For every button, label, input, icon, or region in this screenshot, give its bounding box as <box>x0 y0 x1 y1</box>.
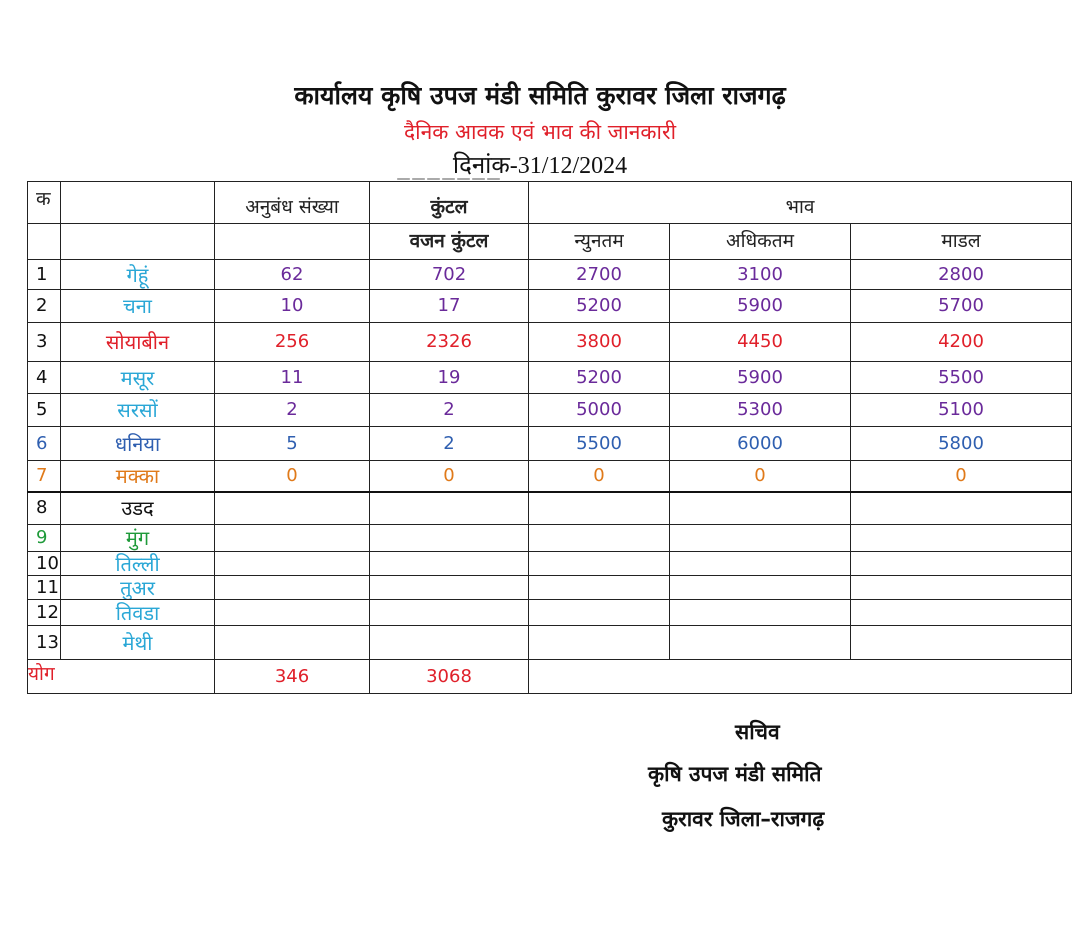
table-row <box>28 525 1072 552</box>
quantity-value: 17 <box>370 290 529 323</box>
crop-name: गेहूं <box>61 260 215 290</box>
total-quantity: 3068 <box>370 660 529 694</box>
date-label: दिनांक <box>452 151 510 179</box>
row-serial: 1 <box>28 260 61 290</box>
row-serial: 6 <box>28 427 61 461</box>
max-price-value: 5300 <box>670 394 851 427</box>
table-row <box>28 461 1072 492</box>
crop-name: सोयाबीन <box>61 323 215 362</box>
contracts-value: 10 <box>215 290 370 323</box>
contracts-value: 0 <box>215 461 370 492</box>
min-price-value: 3800 <box>529 323 670 362</box>
min-price-value: 5200 <box>529 290 670 323</box>
modal-price-value: 5800 <box>851 427 1072 461</box>
date-value: -31/12/2024 <box>509 153 628 179</box>
table-row <box>28 394 1072 427</box>
max-price-value: 0 <box>670 461 851 492</box>
office-title: कार्यालय कृषि उपज मंडी समिति कुरावर जिला राजगढ़ <box>294 81 786 110</box>
crop-name: तुअर <box>61 576 215 600</box>
weight-quintal-header: वजन कुंटल <box>370 224 529 260</box>
row-serial: 12 <box>28 600 61 626</box>
contracts-value: 256 <box>215 323 370 362</box>
table-row <box>28 492 1072 525</box>
modal-price-value: 2800 <box>851 260 1072 290</box>
max-price-value: 3100 <box>670 260 851 290</box>
signature-organization: कृषि उपज मंडी समिति <box>648 762 822 786</box>
clipped-header-text: ——————— <box>396 171 502 180</box>
modal-price-value: 0 <box>851 461 1072 492</box>
report-subtitle: दैनिक आवक एवं भाव की जानकारी <box>403 120 677 144</box>
contracts-value: 62 <box>215 260 370 290</box>
max-price-value: 6000 <box>670 427 851 461</box>
quantity-value: 0 <box>370 461 529 492</box>
table-row <box>28 323 1072 362</box>
total-contracts: 346 <box>215 660 370 694</box>
price-header: भाव <box>529 182 1072 224</box>
row-serial: 11 <box>28 576 61 600</box>
table-row <box>28 260 1072 290</box>
row-serial: 5 <box>28 394 61 427</box>
contracts-header: अनुबंध संख्या <box>215 182 370 224</box>
row-serial: 13 <box>28 626 61 660</box>
header-row-1 <box>28 182 1072 224</box>
arrivals-price-table <box>27 181 1072 694</box>
row-serial: 9 <box>28 525 61 552</box>
quantity-value: 2 <box>370 427 529 461</box>
total-label: योग <box>28 660 215 694</box>
max-price-value: 4450 <box>670 323 851 362</box>
max-price-value: 5900 <box>670 290 851 323</box>
crop-name: धनिया <box>61 427 215 461</box>
row-serial: 10 <box>28 552 61 576</box>
header-row-2 <box>28 224 1072 260</box>
crop-name: सरसों <box>61 394 215 427</box>
min-price-value: 0 <box>529 461 670 492</box>
max-price-value: 5900 <box>670 362 851 394</box>
row-serial: 8 <box>28 492 61 525</box>
row-serial: 3 <box>28 323 61 362</box>
min-price-header: न्युनतम <box>529 224 670 260</box>
table-row <box>28 362 1072 394</box>
table-row <box>28 626 1072 660</box>
modal-price-value: 5100 <box>851 394 1072 427</box>
modal-price-header: माडल <box>851 224 1072 260</box>
table-row <box>28 600 1072 626</box>
min-price-value: 5000 <box>529 394 670 427</box>
min-price-value: 2700 <box>529 260 670 290</box>
contracts-value: 5 <box>215 427 370 461</box>
quantity-value: 19 <box>370 362 529 394</box>
crop-name: मुंग <box>61 525 215 552</box>
quantity-value: 2326 <box>370 323 529 362</box>
quantity-header: कुंटल <box>370 182 529 224</box>
crop-name: मक्का <box>61 461 215 492</box>
quantity-value: 702 <box>370 260 529 290</box>
quantity-value: 2 <box>370 394 529 427</box>
crop-name: तिवडा <box>61 600 215 626</box>
report-date <box>0 148 1080 181</box>
contracts-value: 2 <box>215 394 370 427</box>
row-serial: 2 <box>28 290 61 323</box>
max-price-header: अधिकतम <box>670 224 851 260</box>
table-row <box>28 290 1072 323</box>
crop-name: तिल्ली <box>61 552 215 576</box>
crop-name: उडद <box>61 492 215 525</box>
contracts-value: 11 <box>215 362 370 394</box>
signature-designation: सचिव <box>735 720 780 744</box>
crop-name: मेथी <box>61 626 215 660</box>
crop-name: चना <box>61 290 215 323</box>
row-serial: 7 <box>28 461 61 492</box>
signature-location: कुरावर जिला–राजगढ़ <box>662 807 825 831</box>
crop-name: मसूर <box>61 362 215 394</box>
row-serial: 4 <box>28 362 61 394</box>
min-price-value: 5200 <box>529 362 670 394</box>
serial-header: क <box>28 182 61 224</box>
modal-price-value: 5700 <box>851 290 1072 323</box>
table-row <box>28 552 1072 576</box>
modal-price-value: 5500 <box>851 362 1072 394</box>
total-row <box>28 660 1072 694</box>
table-row <box>28 576 1072 600</box>
modal-price-value: 4200 <box>851 323 1072 362</box>
table-row <box>28 427 1072 461</box>
min-price-value: 5500 <box>529 427 670 461</box>
